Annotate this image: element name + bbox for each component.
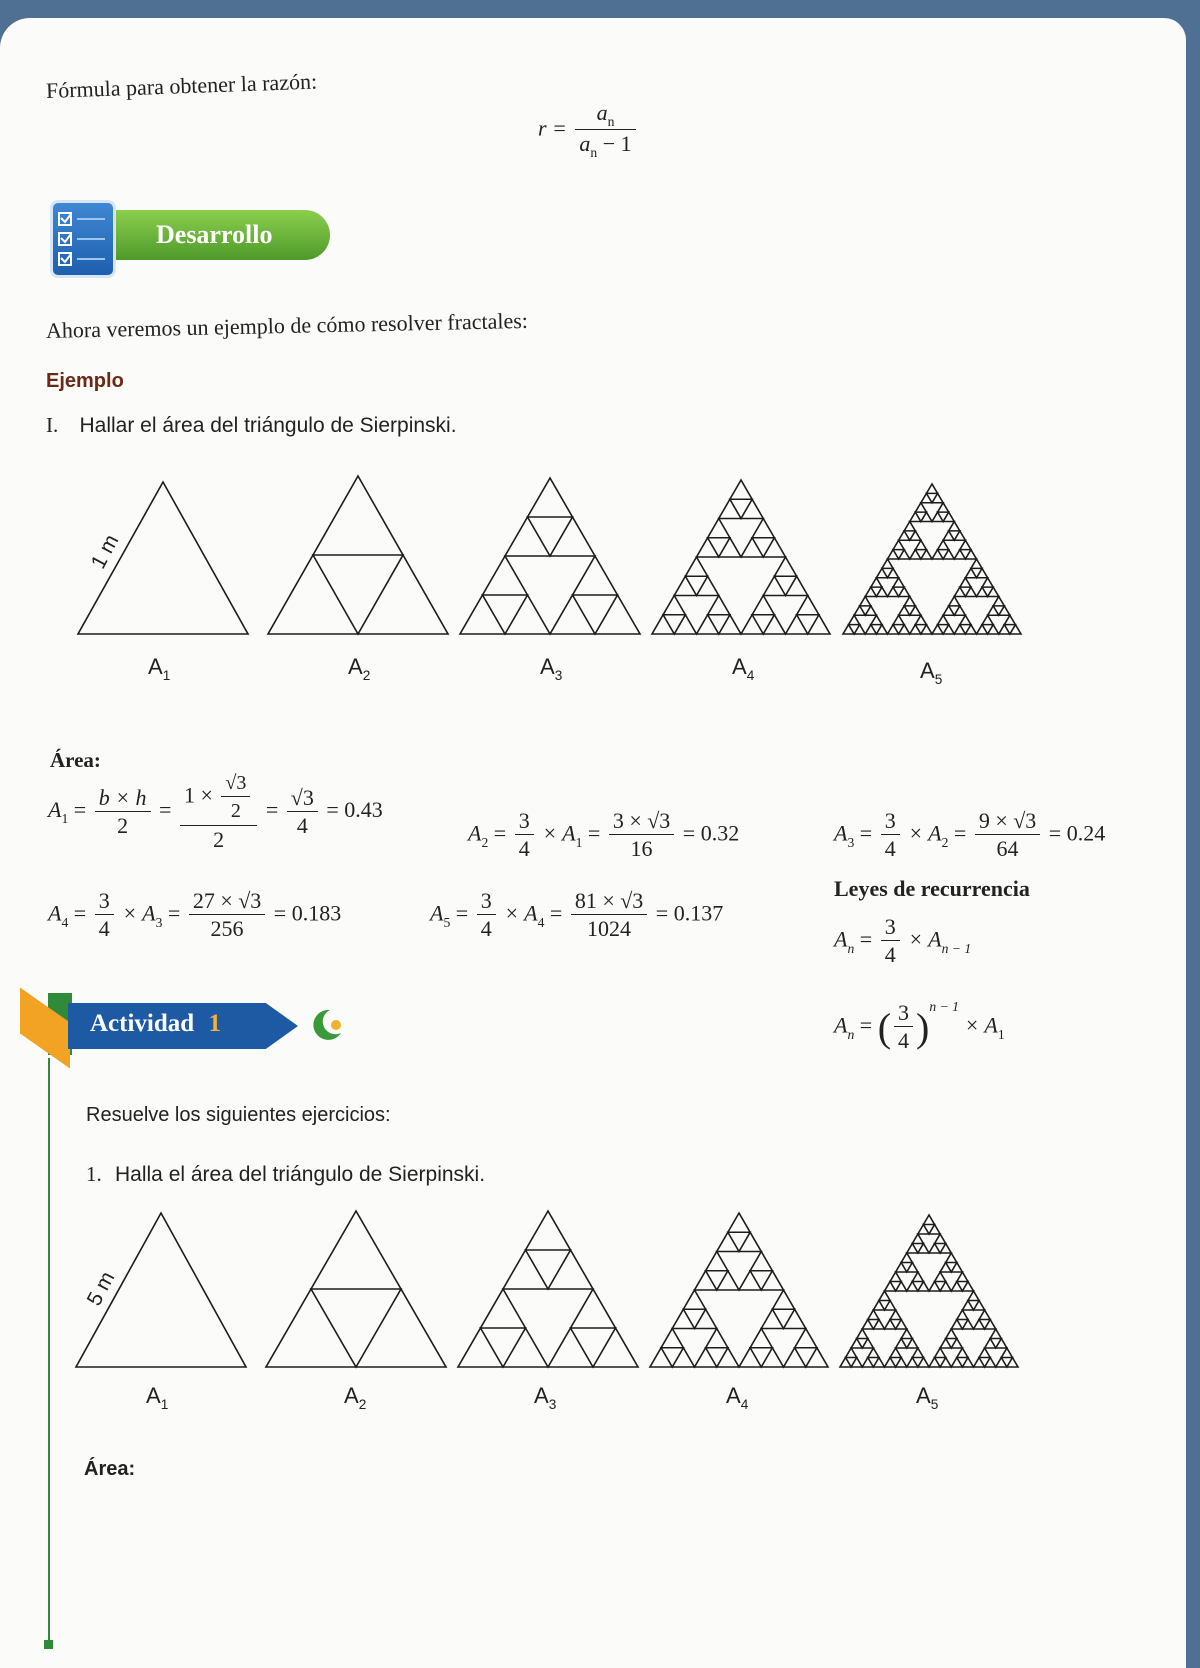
label-letter: A xyxy=(916,1383,931,1408)
law2-rhs: × A xyxy=(964,1012,998,1038)
label-sub: 3 xyxy=(548,1397,557,1412)
triangle-edge xyxy=(661,1348,683,1367)
actividad-item-number: 1. xyxy=(86,1162,102,1186)
a2-num1: 3 xyxy=(515,808,534,835)
triangle-edge xyxy=(879,1301,890,1311)
triangle-edge xyxy=(860,606,871,615)
formula-denominator: a xyxy=(579,131,591,156)
triangle-edge xyxy=(313,555,403,634)
label-sub: 2 xyxy=(358,1397,367,1412)
law2-paren-open: ( xyxy=(877,1005,892,1050)
a4-sub: 4 xyxy=(61,914,69,930)
a3-num2: 9 × √3 xyxy=(975,808,1040,835)
a1-den3: 4 xyxy=(296,812,308,838)
ejemplo-item xyxy=(46,413,457,438)
triangle-edge xyxy=(774,576,796,595)
triangle-edge xyxy=(893,550,904,559)
triangle-edge xyxy=(849,625,860,634)
triangle-edge xyxy=(935,1358,946,1368)
a1-num3: √3 xyxy=(287,785,318,812)
ejemplo-item-text: Hallar el área del triángulo de Sierpinski. xyxy=(79,414,457,437)
triangle-edge xyxy=(904,606,915,615)
area-title: Área: xyxy=(50,748,101,772)
ejemplo-label-a4 xyxy=(732,654,755,683)
triangle-edge xyxy=(982,625,993,634)
formula-fraction xyxy=(575,100,635,161)
triangle-edge xyxy=(912,1282,923,1292)
area-a5-equation: $A_5$ = $\frac{3}{4}$ × $A_4$ = $\frac{81 \times √3}{1024}$ = 0.137 xyxy=(430,888,724,941)
a2-mid-sub: 1 xyxy=(575,834,583,850)
triangle-edge xyxy=(868,1320,879,1330)
triangle-edge xyxy=(938,512,949,521)
actividad-triangle-a4 xyxy=(650,1213,828,1367)
actividad-area-title: Área: xyxy=(84,1458,136,1480)
a5-num2: 81 × √3 xyxy=(571,888,647,915)
triangle-edge xyxy=(960,550,971,559)
formula-denominator-sub: n xyxy=(590,145,598,160)
ejemplo-label-a3 xyxy=(540,654,563,683)
actividad-triangle-a3 xyxy=(458,1211,638,1367)
triangle-edge xyxy=(573,595,618,634)
checklist-icon xyxy=(50,200,116,278)
triangle-edge xyxy=(979,1320,990,1330)
triangle-edge xyxy=(481,1328,526,1367)
triangle-edge xyxy=(750,1271,772,1290)
a5-den1: 4 xyxy=(480,916,492,941)
triangle-edge xyxy=(871,625,882,634)
area-a4-equation: $A_4$ = $\frac{3}{4}$ × $A_3$ = $\frac{27 \times √3}{256}$ = 0.183 xyxy=(48,888,342,941)
triangle-edge xyxy=(893,587,904,596)
ejemplo-triangle-a4 xyxy=(652,480,830,634)
a2-mid: × A xyxy=(542,820,576,846)
triangle-edge xyxy=(946,1339,957,1349)
triangle-edge xyxy=(728,1232,750,1251)
a3-result: = 0.24 xyxy=(1048,820,1106,846)
triangle-edge xyxy=(730,499,752,518)
law2-rhs-sub: 1 xyxy=(997,1026,1005,1042)
a2-sub: 2 xyxy=(481,834,489,850)
triangle-edge xyxy=(915,550,926,559)
triangle-edge xyxy=(857,1339,868,1349)
a1-name: A xyxy=(48,797,62,823)
label-sub: 2 xyxy=(362,668,371,683)
ejemplo-label-a2 xyxy=(348,654,371,683)
triangle-edge xyxy=(949,606,960,615)
actividad-label xyxy=(90,1010,221,1038)
triangle-edge xyxy=(915,625,926,634)
triangle-edge xyxy=(750,1348,772,1367)
actividad-label-a2 xyxy=(344,1383,367,1412)
ejemplo-title: Ejemplo xyxy=(46,370,124,392)
label-letter: A xyxy=(534,1383,549,1408)
triangle-edge xyxy=(957,1358,968,1368)
label-sub: 1 xyxy=(162,668,171,683)
label-sub: 4 xyxy=(746,668,755,683)
area-a3-equation: $A_3$ = $\frac{3}{4}$ × $A_2$ = $\frac{9 \times √3}{64}$ = 0.24 xyxy=(834,808,1106,861)
a3-num1: 3 xyxy=(881,808,900,835)
a2-num2: 3 × √3 xyxy=(609,808,674,835)
triangle-edge xyxy=(685,576,707,595)
a4-mid-sub: 3 xyxy=(155,914,163,930)
triangle-edge xyxy=(708,538,730,557)
triangle-edge xyxy=(528,517,573,556)
ejemplo-triangle-a5 xyxy=(843,484,1021,634)
area-a1-equation: $A_1$ = $\frac{b \times h}{2}$ = 1 × $\frac{√3}{2}$ 2 = $\frac{√3}{4}$ = 0.43 xyxy=(48,772,383,852)
a5-name: A xyxy=(430,900,444,926)
triangle-edge xyxy=(846,1358,857,1368)
law2-num: 3 xyxy=(894,1000,913,1027)
ratio-formula xyxy=(538,100,639,161)
actividad-label-a5 xyxy=(916,1383,939,1412)
label-letter: A xyxy=(148,654,163,679)
triangle-edge xyxy=(663,615,685,634)
a1-num2b: √3 xyxy=(221,770,250,797)
triangle-edge xyxy=(890,1282,901,1292)
actividad-triangle-a5 xyxy=(840,1215,1018,1367)
leyes-title: Leyes de recurrencia xyxy=(834,876,1030,901)
actividad-triangles xyxy=(0,1193,1186,1443)
triangle-edge xyxy=(483,595,528,634)
law1-num: 3 xyxy=(881,914,900,941)
a3-den2: 64 xyxy=(996,836,1019,861)
triangle-edge xyxy=(1004,625,1015,634)
triangle-edge xyxy=(683,1309,705,1328)
triangle-edge xyxy=(752,615,774,634)
triangle-edge xyxy=(1001,1358,1012,1368)
a5-mid-sub: 4 xyxy=(537,914,545,930)
triangle-edge xyxy=(901,1263,912,1273)
triangle-edge xyxy=(935,1244,946,1254)
a2-name: A xyxy=(468,820,482,846)
a1-num2a: 1 × xyxy=(183,782,219,808)
triangle-edge xyxy=(797,615,819,634)
triangle-edge xyxy=(957,1282,968,1292)
triangle-edge xyxy=(923,1225,934,1235)
ejemplo-label-a1 xyxy=(148,654,171,683)
triangle-edge xyxy=(890,1320,901,1330)
law1-den: 4 xyxy=(884,942,896,967)
area-a2-equation: $A_2$ = $\frac{3}{4}$ × $A_1$ = $\frac{3 \times √3}{16}$ = 0.32 xyxy=(468,808,740,861)
checklist-glyph xyxy=(53,203,113,275)
triangle-edge xyxy=(968,1301,979,1311)
triangle-edge xyxy=(912,1358,923,1368)
triangle-edge xyxy=(946,1263,957,1273)
triangle-edge xyxy=(882,568,893,577)
ejemplo-triangles xyxy=(0,458,1186,728)
actividad-label-text: Actividad xyxy=(90,1010,195,1037)
triangle-edge xyxy=(871,587,882,596)
law1-lhs-sub: n xyxy=(847,940,855,956)
triangle-edge xyxy=(971,568,982,577)
actividad-item xyxy=(86,1162,485,1187)
label-letter: A xyxy=(540,654,555,679)
triangle-edge xyxy=(915,512,926,521)
label-sub: 4 xyxy=(740,1397,749,1412)
triangle-edge xyxy=(311,1289,401,1367)
label-sub: 1 xyxy=(160,1397,169,1412)
desarrollo-label: Desarrollo xyxy=(156,220,273,249)
triangle-edge xyxy=(957,1320,968,1330)
a4-name: A xyxy=(48,900,62,926)
a2-den2: 16 xyxy=(630,836,653,861)
a1-result: = 0.43 xyxy=(326,797,383,823)
actividad-label-a1 xyxy=(146,1383,169,1412)
a3-mid: × A xyxy=(908,820,942,846)
a5-result: = 0.137 xyxy=(655,900,724,926)
leyes-law-2: $A_n$ = ( $\frac{3}{4}$ )$^{n - 1} \times A_1$ xyxy=(834,998,1005,1053)
formula-lhs: r = xyxy=(538,115,567,141)
triangle-edge xyxy=(949,531,960,540)
a4-den1: 4 xyxy=(98,916,110,941)
label-sub: 5 xyxy=(930,1397,939,1412)
triangle-edge xyxy=(938,625,949,634)
triangle-edge xyxy=(904,531,915,540)
label-letter: A xyxy=(348,654,363,679)
ejemplo-side-label: 1 m xyxy=(86,530,124,573)
actividad-label-a3 xyxy=(534,1383,557,1412)
intro-text: Ahora veremos un ejemplo de cómo resolver fractales: xyxy=(45,307,529,343)
actividad-item-text: Halla el área del triángulo de Sierpinski. xyxy=(115,1163,486,1186)
triangle-edge xyxy=(772,1309,794,1328)
law2-den: 4 xyxy=(898,1028,910,1053)
label-letter: A xyxy=(726,1383,741,1408)
triangle-edge xyxy=(893,625,904,634)
triangle-edge xyxy=(960,587,971,596)
label-sub: 3 xyxy=(554,668,563,683)
a1-sub: 1 xyxy=(61,811,69,827)
triangle-edge xyxy=(960,625,971,634)
label-letter: A xyxy=(146,1383,161,1408)
a4-num1: 3 xyxy=(95,888,114,915)
law2-exp: n − 1 xyxy=(929,998,959,1014)
formula-denominator-tail: − 1 xyxy=(597,131,632,156)
triangle-edge xyxy=(935,1282,946,1292)
triangle-edge xyxy=(982,587,993,596)
actividad-label-a4 xyxy=(726,1383,749,1412)
activity-line-end xyxy=(44,1640,53,1649)
a2-den1: 4 xyxy=(518,836,530,861)
ejemplo-triangle-a2 xyxy=(268,476,448,634)
triangle-edge xyxy=(706,1271,728,1290)
triangle-edge xyxy=(706,1348,728,1367)
triangle-edge xyxy=(926,493,937,502)
a4-result: = 0.183 xyxy=(273,900,342,926)
triangle-edge xyxy=(938,550,949,559)
label-letter: A xyxy=(920,658,935,683)
formula-intro: Fórmula para obtener la razón: xyxy=(45,68,318,103)
a3-den1: 4 xyxy=(884,836,896,861)
triangle-edge xyxy=(990,1339,1001,1349)
a3-sub: 3 xyxy=(847,834,855,850)
triangle-edge xyxy=(708,615,730,634)
a4-num2: 27 × √3 xyxy=(189,888,265,915)
a5-mid: × A xyxy=(504,900,538,926)
triangle-edge xyxy=(752,538,774,557)
a3-name: A xyxy=(834,820,848,846)
law2-lhs: A xyxy=(834,1012,848,1038)
label-letter: A xyxy=(344,1383,359,1408)
triangle-edge xyxy=(868,1358,879,1368)
a1-num2c: 2 xyxy=(230,800,241,822)
a1-den1: 2 xyxy=(117,812,129,838)
actividad-banner xyxy=(8,993,348,1073)
label-sub: 5 xyxy=(934,672,943,687)
formula-numerator-sub: n xyxy=(607,114,615,129)
law1-rhs-sub: n − 1 xyxy=(941,940,972,956)
leyes-law-1: $A_n$ = $\frac{3}{4}$ × $A_{n - 1}$ xyxy=(834,914,972,967)
actividad-side-label: 5 m xyxy=(82,1267,120,1310)
a4-den2: 256 xyxy=(210,916,244,941)
triangle-edge xyxy=(571,1328,616,1367)
triangle-edge xyxy=(890,1358,901,1368)
actividad-number: 1 xyxy=(208,1010,221,1037)
ejemplo-triangle-a3 xyxy=(460,478,640,634)
triangle-edge xyxy=(979,1358,990,1368)
actividad-instruction: Resuelve los siguientes ejercicios: xyxy=(86,1104,391,1126)
triangle-edge xyxy=(795,1348,817,1367)
triangle-edge xyxy=(912,1244,923,1254)
crescent-icon xyxy=(308,1007,344,1043)
textbook-page xyxy=(0,18,1186,1668)
law1-lhs: A xyxy=(834,926,848,952)
a5-sub: 5 xyxy=(443,914,451,930)
law1-rhs: × A xyxy=(908,926,942,952)
a2-result: = 0.32 xyxy=(682,820,740,846)
actividad-triangle-a2 xyxy=(266,1211,446,1367)
law2-paren-close: ) xyxy=(916,1005,930,1050)
a5-den2: 1024 xyxy=(587,916,632,941)
formula-numerator: a xyxy=(596,100,608,125)
a3-mid-sub: 2 xyxy=(941,834,949,850)
triangle-edge xyxy=(526,1250,571,1289)
triangle-edge xyxy=(993,606,1004,615)
a4-mid: × A xyxy=(122,900,156,926)
desarrollo-banner xyxy=(50,198,330,280)
label-letter: A xyxy=(732,654,747,679)
ejemplo-label-a5 xyxy=(920,658,943,687)
law2-lhs-sub: n xyxy=(847,1026,855,1042)
triangle-edge xyxy=(901,1339,912,1349)
a1-den2: 2 xyxy=(213,827,225,852)
ejemplo-item-number: I. xyxy=(46,413,59,437)
a1-num1: b × h xyxy=(95,785,151,812)
a5-num1: 3 xyxy=(477,888,496,915)
